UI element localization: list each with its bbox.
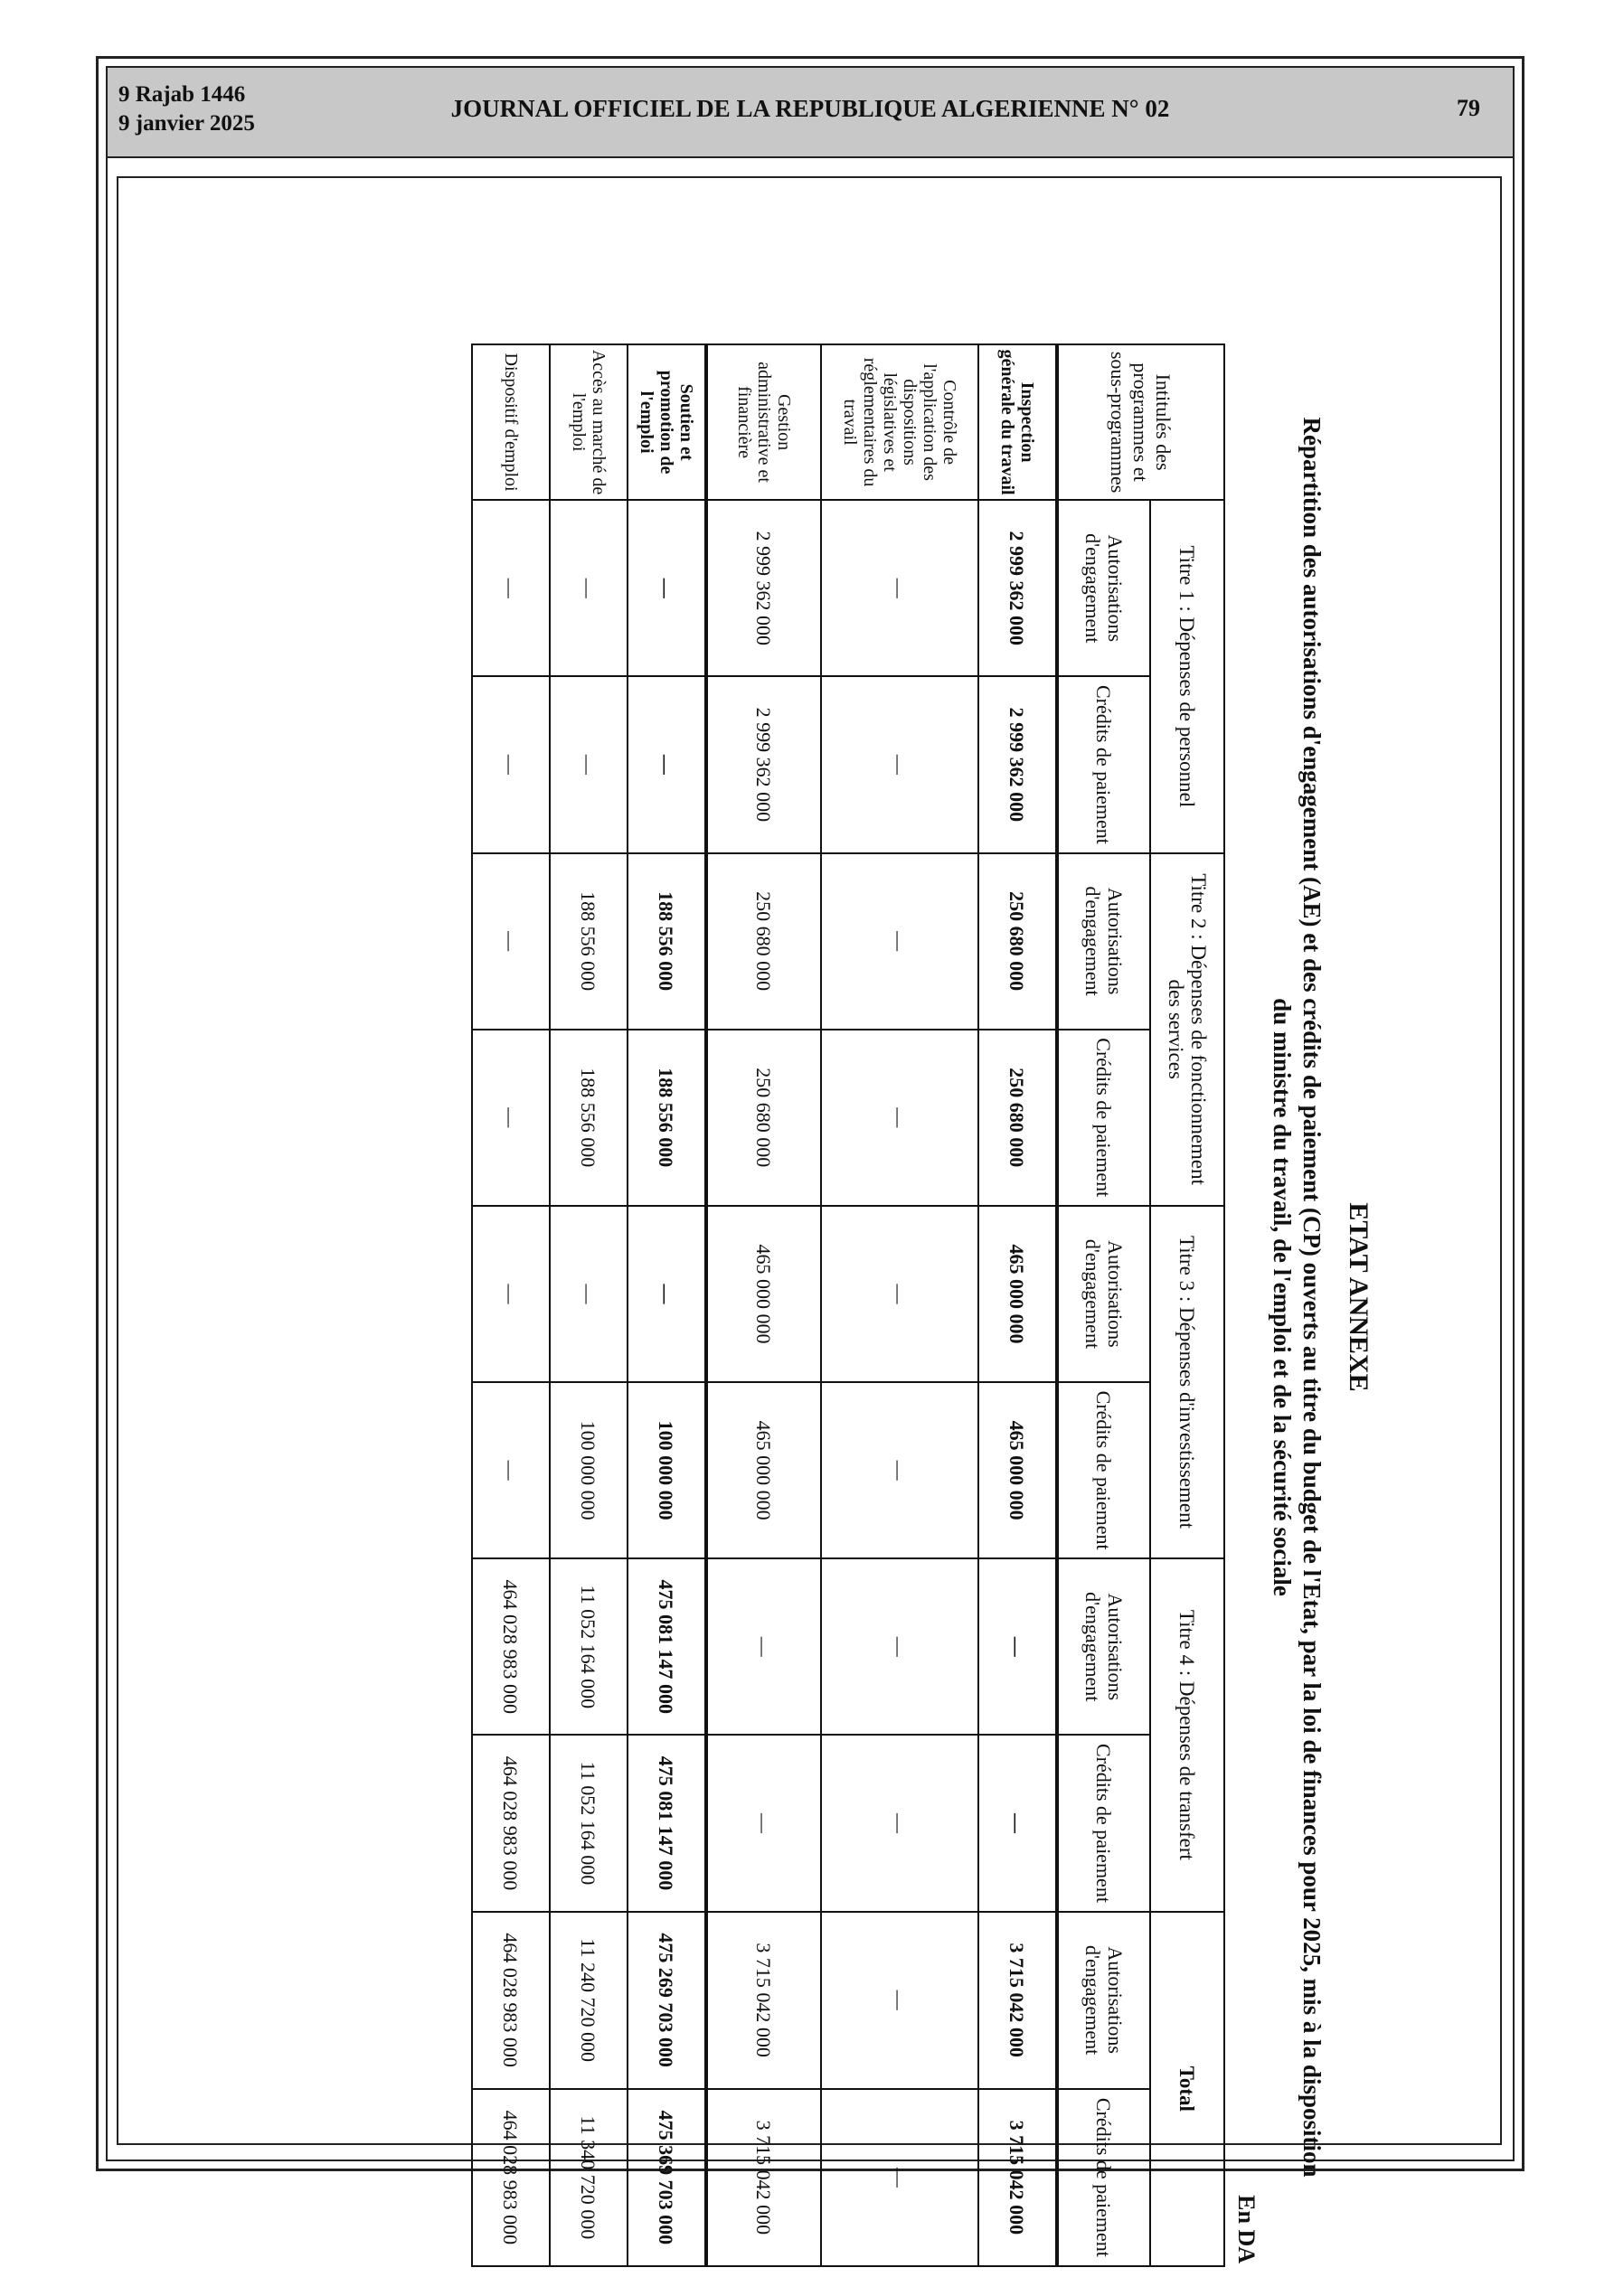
rotated-annex (137, 298, 1384, 2296)
cell-t3-cp: 100 000 000 (550, 1382, 628, 1558)
table-row (550, 344, 628, 2266)
cell-t3-cp: — (821, 1382, 978, 1558)
cell-t1-cp: — (550, 676, 628, 852)
cell-t3-ae: — (472, 1206, 550, 1382)
col-header-programs: Intitulés des programmes et sous-programmes (1057, 344, 1224, 500)
cell-total-cp: 3 715 042 000 (706, 2089, 821, 2266)
page-frame-inner (106, 66, 1515, 2263)
cell-t4-ae: — (706, 1558, 821, 1735)
table-row (706, 344, 821, 2266)
cell-t2-ae: 250 680 000 (706, 853, 821, 1030)
col-group-titre3: Titre 3 : Dépenses d'investissement (1150, 1206, 1224, 1558)
cell-total-ae: — (821, 1912, 978, 2089)
cell-total-ae: 475 269 703 000 (628, 1912, 706, 2089)
cell-t4-cp: — (706, 1735, 821, 1911)
cell-total-cp: 475 369 703 000 (628, 2089, 706, 2266)
col-header-cp: Crédits de paiement (1057, 1030, 1150, 1206)
cell-t3-cp: 465 000 000 (706, 1382, 821, 1558)
cell-t1-cp: 2 999 362 000 (978, 676, 1057, 852)
cell-total-ae: 464 028 983 000 (472, 1912, 550, 2089)
row-label: Inspection générale du travail (978, 344, 1057, 500)
table-row (978, 344, 1057, 2266)
cell-t2-ae: 188 556 000 (550, 853, 628, 1030)
cell-total-cp: — (821, 2089, 978, 2266)
cell-t4-ae: 464 028 983 000 (472, 1558, 550, 1735)
row-label: Soutien et promotion de l'emploi (628, 344, 706, 500)
cell-t3-cp: — (472, 1382, 550, 1558)
cell-t1-cp: — (472, 676, 550, 852)
col-group-titre2: Titre 2 : Dépenses de fonctionnement des services (1150, 853, 1224, 1206)
cell-t4-cp: — (821, 1735, 978, 1911)
col-header-cp: Crédits de paiement (1057, 2089, 1150, 2266)
cell-t2-ae: 188 556 000 (628, 853, 706, 1030)
budget-table (471, 343, 1225, 2267)
table-row (628, 344, 706, 2266)
page-number: 79 (1457, 95, 1480, 121)
cell-t2-cp: 250 680 000 (706, 1030, 821, 1206)
cell-t3-ae: — (628, 1206, 706, 1382)
cell-t1-cp: — (628, 676, 706, 852)
cell-t4-cp: — (978, 1735, 1057, 1911)
page-frame (96, 56, 1524, 2263)
annex-title: ETAT ANNEXE (1344, 1202, 1373, 1392)
cell-t3-cp: 100 000 000 (628, 1382, 706, 1558)
cell-t4-cp: 464 028 983 000 (472, 1735, 550, 1911)
cell-t4-cp: 11 052 164 000 (550, 1735, 628, 1911)
cell-t4-ae: 11 052 164 000 (550, 1558, 628, 1735)
content-box (117, 176, 1502, 2263)
cell-total-ae: 3 715 042 000 (706, 1912, 821, 2089)
cell-t2-ae: — (821, 853, 978, 1030)
cell-total-cp: 11 340 720 000 (550, 2089, 628, 2266)
cell-t3-ae: 465 000 000 (978, 1206, 1057, 1382)
cell-t1-ae: — (821, 500, 978, 676)
cell-total-cp: 464 028 983 000 (472, 2089, 550, 2266)
cell-t2-cp: 250 680 000 (978, 1030, 1057, 1206)
row-label: Contrôle de l'application des dispositions législatives et réglementaires du travail (821, 344, 978, 500)
cell-total-ae: 11 240 720 000 (550, 1912, 628, 2089)
cell-t1-cp: — (821, 676, 978, 852)
cell-t3-cp: 465 000 000 (978, 1382, 1057, 1558)
cell-t1-ae: — (550, 500, 628, 676)
cell-t4-cp: 475 081 147 000 (628, 1735, 706, 1911)
cell-t1-ae: — (628, 500, 706, 676)
cell-t3-ae: — (550, 1206, 628, 1382)
cell-t2-cp: — (472, 1030, 550, 1206)
cell-t2-cp: 188 556 000 (628, 1030, 706, 1206)
cell-total-ae: 3 715 042 000 (978, 1912, 1057, 2089)
row-label: Dispositif d'emploi (472, 344, 550, 500)
col-header-ae: Autorisations d'engagement (1057, 1206, 1150, 1382)
col-header-ae: Autorisations d'engagement (1057, 853, 1150, 1030)
col-group-total: Total (1150, 1912, 1224, 2266)
cell-t4-ae: — (978, 1558, 1057, 1735)
gregorian-date: 9 janvier 2025 (118, 111, 255, 136)
table-row (821, 344, 978, 2266)
col-header-ae: Autorisations d'engagement (1057, 1912, 1150, 2089)
col-header-cp: Crédits de paiement (1057, 1382, 1150, 1558)
cell-t1-cp: 2 999 362 000 (706, 676, 821, 852)
col-header-cp: Crédits de paiement (1057, 676, 1150, 852)
journal-header (108, 68, 1513, 158)
cell-t2-cp: 188 556 000 (550, 1030, 628, 1206)
col-header-ae: Autorisations d'engagement (1057, 1558, 1150, 1735)
row-label: Accès au marché de l'emploi (550, 344, 628, 500)
annex-subtitle: Répartition des autorisations d'engagement (AE) et des crédits de paiement (CP) ouverts au titre du budget de l'Etat, par la loi de finances pour 2025, mis à la disposition du ministre du travail, de l'emploi et de la sécurité sociale (1269, 417, 1326, 2178)
table-row (472, 344, 550, 2266)
row-label: Gestion administrative et financière (706, 344, 821, 500)
col-header-cp: Crédits de paiement (1057, 1735, 1150, 1911)
cell-t2-ae: 250 680 000 (978, 853, 1057, 1030)
col-group-titre4: Titre 4 : Dépenses de transfert (1150, 1558, 1224, 1911)
cell-t1-ae: 2 999 362 000 (978, 500, 1057, 676)
cell-t1-ae: — (472, 500, 550, 676)
col-header-ae: Autorisations d'engagement (1057, 500, 1150, 676)
cell-total-cp: 3 715 042 000 (978, 2089, 1057, 2266)
cell-t4-ae: — (821, 1558, 978, 1735)
cell-t3-ae: — (821, 1206, 978, 1382)
cell-t2-cp: — (821, 1030, 978, 1206)
cell-t4-ae: 475 081 147 000 (628, 1558, 706, 1735)
cell-t2-ae: — (472, 853, 550, 1030)
cell-t3-ae: 465 000 000 (706, 1206, 821, 1382)
currency-unit: En DA (1233, 2195, 1260, 2263)
hijri-date: 9 Rajab 1446 (118, 82, 246, 107)
col-group-titre1: Titre 1 : Dépenses de personnel (1150, 500, 1224, 852)
cell-t1-ae: 2 999 362 000 (706, 500, 821, 676)
journal-title: JOURNAL OFFICIEL DE LA REPUBLIQUE ALGERIENNE N° 02 (450, 95, 1170, 122)
